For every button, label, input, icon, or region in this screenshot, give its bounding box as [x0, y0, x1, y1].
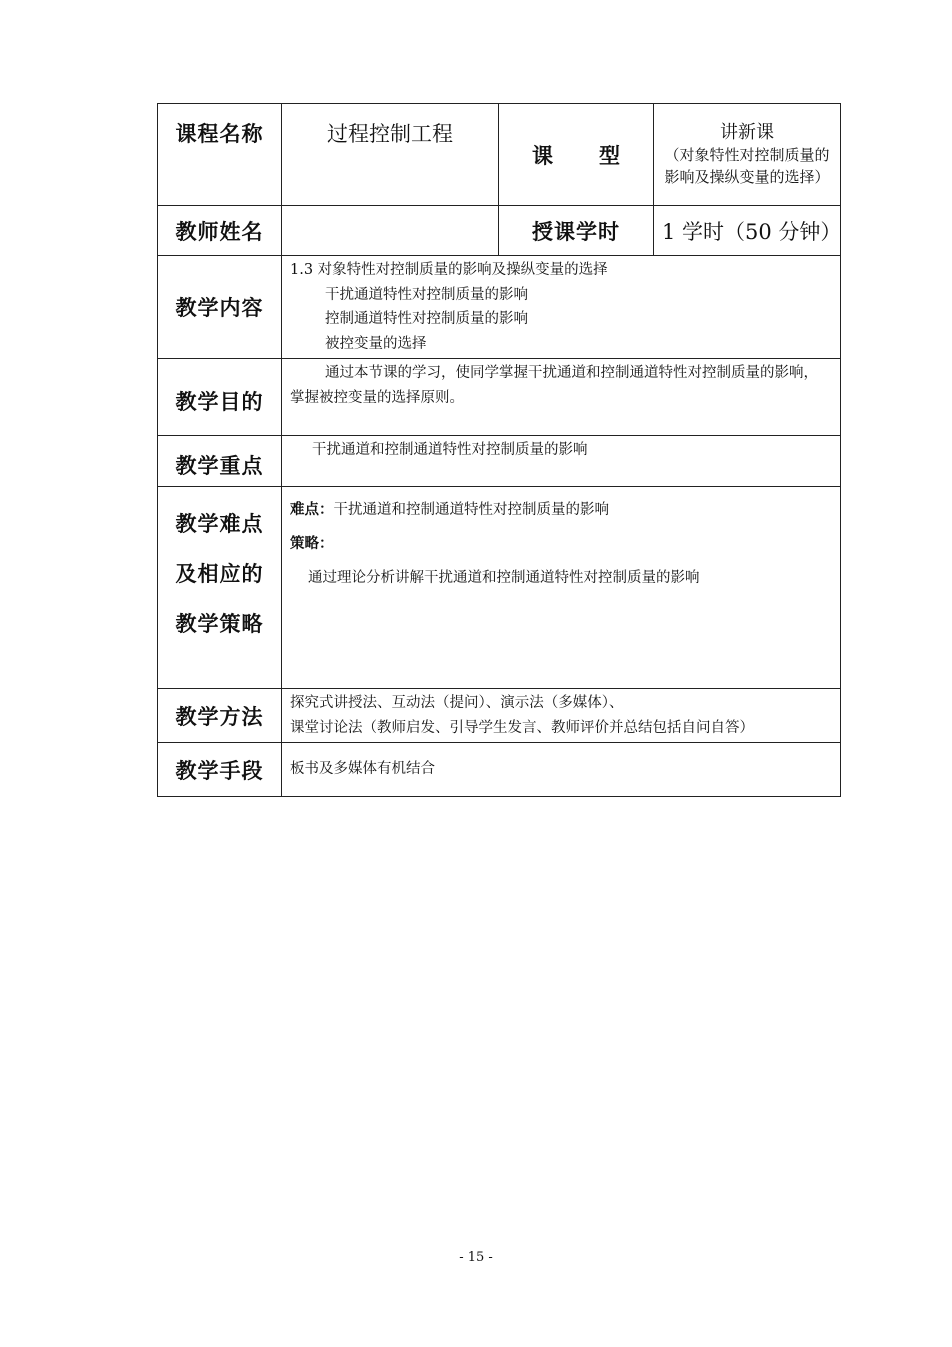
row-goal	[158, 359, 841, 436]
lesson-plan-table	[157, 103, 841, 797]
row-course	[158, 104, 841, 206]
hours-label: 授课学时	[499, 206, 654, 256]
method-line-1: 探究式讲授法、互动法（提问）、演示法（多媒体）、	[290, 695, 624, 711]
course-name-value: 过程控制工程	[282, 104, 499, 206]
teacher-label: 教师姓名	[158, 206, 282, 256]
course-type-label-a: 课	[532, 143, 553, 168]
page-number: - 15 -	[459, 1250, 493, 1265]
course-type-main: 讲新课	[720, 121, 774, 143]
difficulty-label-line-1: 教学难点	[175, 512, 264, 536]
hours-value: 1 学时（50 分钟）	[654, 206, 841, 256]
content-line-4: 被控变量的选择	[325, 335, 427, 352]
key-text: 干扰通道和控制通道特性对控制质量的影响	[312, 442, 588, 458]
row-means	[158, 743, 841, 797]
goal-label: 教学目的	[158, 359, 282, 436]
means-text: 板书及多媒体有机结合	[290, 761, 435, 778]
row-teacher	[158, 206, 841, 256]
method-value	[282, 689, 841, 743]
content-line-3: 控制通道特性对控制质量的影响	[325, 311, 528, 327]
row-content	[158, 256, 841, 359]
strategy-text: 通过理论分析讲解干扰通道和控制通道特性对控制质量的影响	[308, 570, 700, 586]
means-label: 教学手段	[158, 743, 282, 797]
method-line-2: 课堂讨论法（教师启发、引导学生发言、教师评价并总结包括自问自答）	[290, 719, 754, 736]
course-type-detail: （对象特性对控制质量的影响及操纵变量的选择）	[664, 145, 830, 186]
content-line-1: 1.3 对象特性对控制质量的影响及操纵变量的选择	[290, 262, 608, 278]
difficulty-value	[282, 487, 841, 689]
course-type-label-b: 型	[599, 143, 620, 168]
teacher-value	[282, 206, 499, 256]
difficulty-line	[290, 493, 832, 527]
method-label: 教学方法	[158, 689, 282, 743]
strategy-prefix: 策略：	[290, 536, 334, 552]
goal-text: 通过本节课的学习，使同学掌握干扰通道和控制通道特性对控制质量的影响，掌握被控变量的选择原则。	[290, 365, 818, 406]
course-type-value	[654, 104, 841, 206]
row-difficulty	[158, 487, 841, 689]
course-name-label: 课程名称	[158, 104, 282, 206]
row-key	[158, 436, 841, 487]
content-line-2: 干扰通道特性对控制质量的影响	[325, 286, 528, 303]
key-label: 教学重点	[158, 436, 282, 487]
difficulty-label-line-2: 及相应的	[175, 562, 264, 586]
difficulty-label-line-3: 教学策略	[175, 612, 264, 636]
goal-value	[282, 359, 841, 436]
difficulty-label	[158, 487, 282, 689]
key-value	[282, 436, 841, 487]
difficulty-text: 干扰通道和控制通道特性对控制质量的影响	[333, 502, 609, 518]
means-value	[282, 743, 841, 797]
content-label: 教学内容	[158, 256, 282, 359]
content-value	[282, 256, 841, 359]
difficulty-prefix: 难点：	[290, 502, 334, 518]
course-type-label	[499, 104, 654, 206]
row-method	[158, 689, 841, 743]
